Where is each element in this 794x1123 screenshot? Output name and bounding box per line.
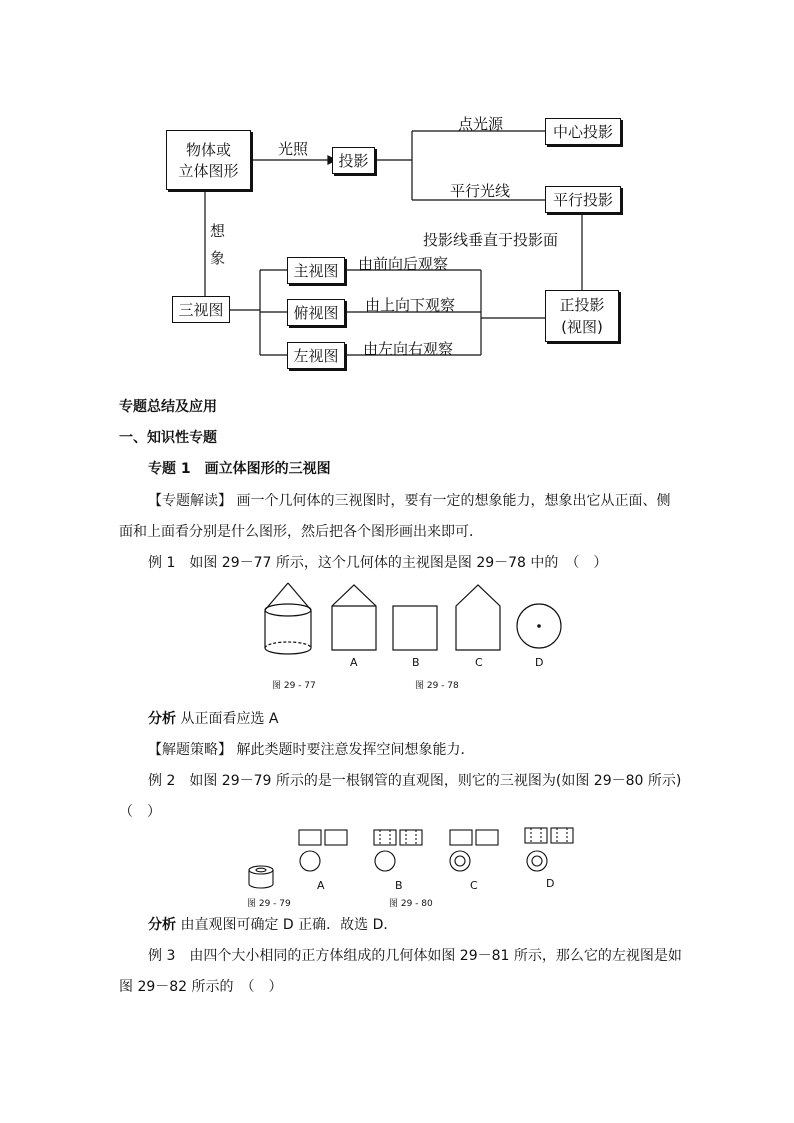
analysis1-tag: 分析 <box>148 711 176 727</box>
pipe-solid <box>249 866 273 888</box>
example2-line1: 例 2 如图 29－79 所示的是一根钢管的直观图，则它的三视图为(如图 29－80 所示) <box>148 773 682 789</box>
point-light-label: 点光源 <box>458 115 504 133</box>
interpretation-line1 <box>148 490 670 510</box>
fig80-caption: 图 29 - 80 <box>389 899 433 909</box>
topic-title: 专题 1 画立体图形的三视图 <box>148 461 331 477</box>
strategy-line <box>148 739 474 759</box>
option-a-views <box>299 830 347 871</box>
option-b-views <box>374 830 422 871</box>
choice-b-shape <box>393 606 437 650</box>
top-view-desc: 由上向下观察 <box>365 296 456 314</box>
front-view-box: 主视图 <box>287 257 345 284</box>
analysis2-line <box>148 914 397 934</box>
light-label: 光照 <box>278 140 309 158</box>
choice-c-shape <box>456 585 500 650</box>
ortho-box <box>545 290 619 342</box>
analysis1-text: 从正面看应选 A <box>180 711 279 727</box>
example2-line2: （ ） <box>119 804 161 820</box>
example3-line1: 例 3 由四个大小相同的正方体组成的几何体如图 29－81 所示，那么它的左视图是如 <box>148 948 682 964</box>
top-view-box: 俯视图 <box>287 299 345 326</box>
choice-a-label: A <box>350 656 358 669</box>
strategy-tag: 【解题策略】 <box>148 742 232 758</box>
cone-cylinder-solid <box>265 583 311 654</box>
interpretation-tag: 【专题解读】 <box>148 493 232 509</box>
example1-text: 例 1 如图 29－77 所示，这个几何体的主视图是图 29－78 中的 （ ） <box>148 555 608 571</box>
perpendicular-label: 投影线垂直于投影面 <box>423 231 559 249</box>
section-title: 专题总结及应用 <box>119 399 217 415</box>
ortho-box-line1: 正投影 <box>559 296 605 314</box>
analysis2-tag: 分析 <box>148 917 176 933</box>
ortho-box-line2: (视图) <box>561 318 603 336</box>
imagine-label-1: 想 <box>210 222 226 240</box>
subsection-title: 一、知识性专题 <box>119 430 217 446</box>
choice-c-label: C <box>475 656 483 669</box>
fig78-caption: 图 29 - 78 <box>415 681 459 691</box>
analysis1-line <box>148 708 278 728</box>
example3-line2: 图 29－82 所示的 （ ） <box>119 979 283 995</box>
interpretation-text1: 画一个几何体的三视图时，要有一定的想象能力，想象出它从正面、侧 <box>236 493 671 509</box>
choice-a-shape <box>332 585 376 650</box>
fig80-choice-a: A <box>317 879 325 892</box>
three-view-box: 三视图 <box>172 296 230 323</box>
figure-29-77-78 <box>255 580 575 692</box>
left-view-desc: 由左向右观察 <box>363 340 454 358</box>
choice-d-label: D <box>535 656 544 669</box>
central-projection-box: 中心投影 <box>545 118 621 145</box>
fig80-choice-b: B <box>395 879 403 892</box>
choice-b-label: B <box>412 656 420 669</box>
analysis2-text: 由直观图可确定 D 正确．故选 D． <box>180 917 398 933</box>
figure-29-79-80 <box>245 825 585 900</box>
object-box <box>166 130 251 190</box>
parallel-projection-box: 平行投影 <box>545 186 621 213</box>
option-c-views <box>450 830 498 871</box>
left-view-box: 左视图 <box>287 342 345 369</box>
fig80-choice-c: C <box>470 879 478 892</box>
parallel-light-label: 平行光线 <box>450 182 511 200</box>
front-view-desc: 由前向后观察 <box>358 255 449 273</box>
object-box-line2: 立体图形 <box>178 162 239 180</box>
fig79-caption: 图 29 - 79 <box>247 899 291 909</box>
projection-box: 投影 <box>332 147 375 174</box>
interpretation-line2: 面和上面看分别是什么图形，然后把各个图形画出来即可． <box>119 524 483 540</box>
fig80-choice-d: D <box>546 877 555 890</box>
option-d-views <box>525 828 573 871</box>
fig77-caption: 图 29 - 77 <box>272 681 316 691</box>
imagine-label-2: 象 <box>210 249 226 267</box>
object-box-line1: 物体或 <box>185 141 231 159</box>
strategy-text: 解此类题时要注意发挥空间想象能力． <box>236 742 475 758</box>
